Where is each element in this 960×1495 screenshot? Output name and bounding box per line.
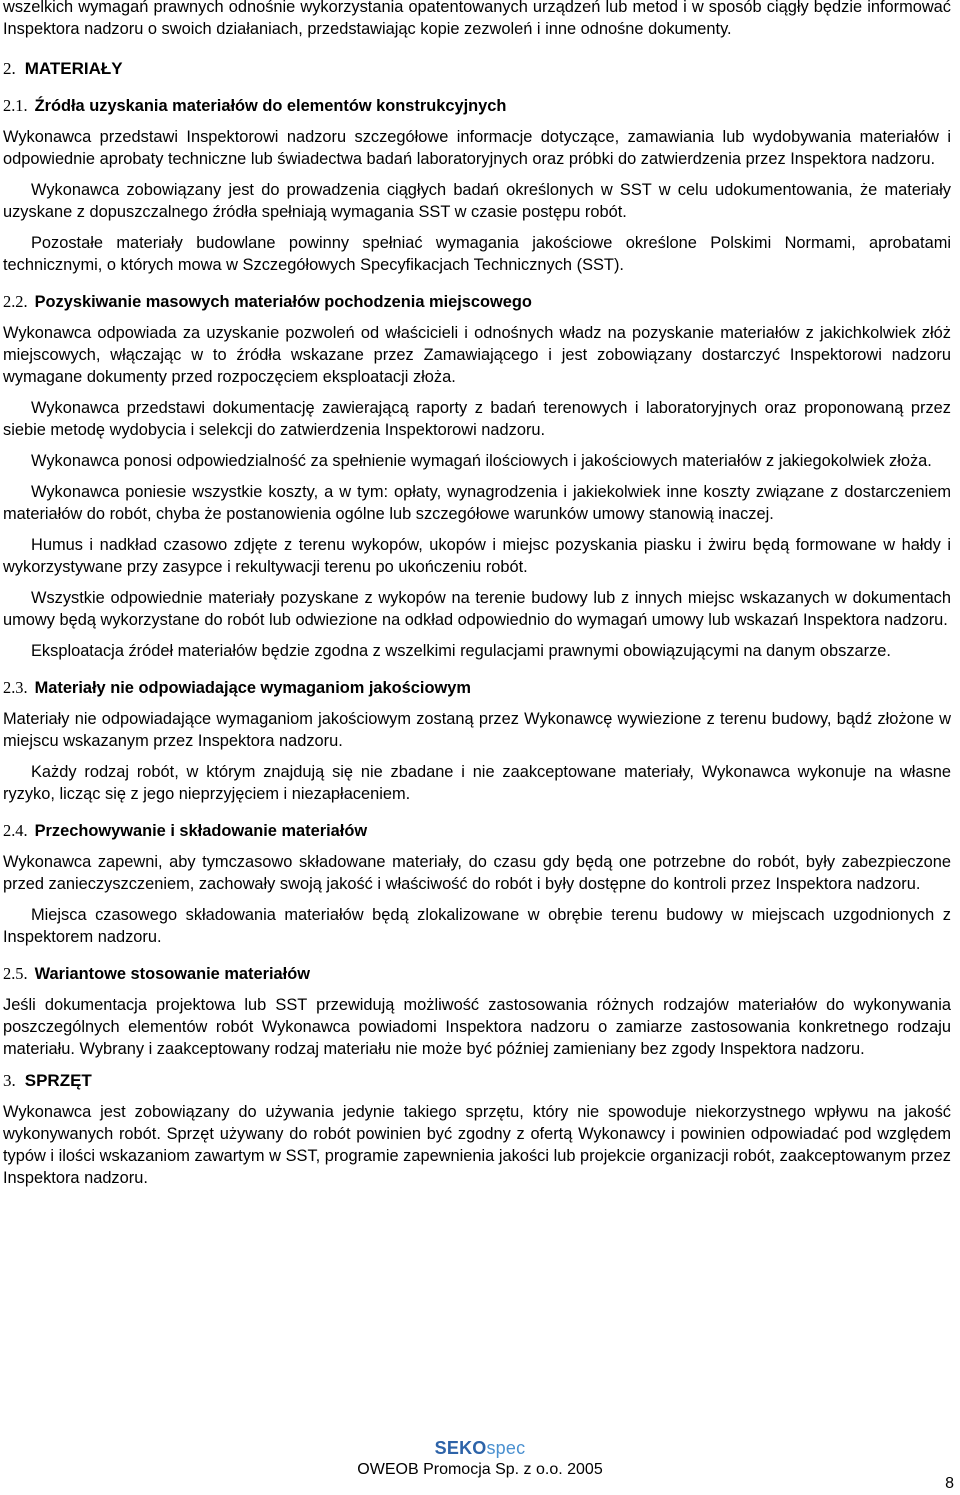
section-number: 3. bbox=[3, 1071, 16, 1090]
paragraph: Wykonawca jest zobowiązany do używania jedynie takiego sprzętu, który nie spowoduje niekorzystnego wpływu na jakość wykonywanych robót. Sprzęt używany do robót powinien być zgodny z ofertą Wykonawcy i powinien odpowiadać pod względem typów i ilości wskazaniom zawartym w SST, programie zapewnienia jakości lub projekcie organizacji robót, zaakceptowanym przez Inspektora nadzoru. bbox=[3, 1103, 951, 1187]
page-number: 8 bbox=[945, 1475, 954, 1492]
logo-part-spec: spec bbox=[486, 1438, 526, 1458]
section-number: 2.2. bbox=[3, 292, 28, 311]
sekospec-logo bbox=[0, 1437, 960, 1459]
section-heading-2-4 bbox=[3, 820, 951, 842]
paragraph: Eksploatacja źródeł materiałów będzie zgodna z wszelkimi regulacjami prawnymi obowiązującymi na danym obszarze. bbox=[31, 642, 891, 660]
paragraph: Pozostałe materiały budowlane powinny spełniać wymagania jakościowe określone Polskimi Normami, aprobatami technicznymi, o których mowa w Szczegółowych Specyfikacjach Technicznych (SST). bbox=[3, 234, 951, 274]
footer-company-text: OWEOB Promocja Sp. z o.o. 2005 bbox=[357, 1461, 603, 1478]
paragraph: Każdy rodzaj robót, w którym znajdują się nie zbadane i nie zaakceptowane materiały, Wykonawca wykonuje na własne ryzyko, licząc się z jego nieprzyjęciem i niezapłaceniem. bbox=[3, 763, 951, 803]
section-title: MATERIAŁY bbox=[24, 59, 123, 78]
section-title: Źródła uzyskania materiałów do elementów konstrukcyjnych bbox=[34, 97, 507, 115]
section-number: 2.1. bbox=[3, 96, 28, 115]
section-heading-2-1 bbox=[3, 95, 951, 117]
paragraph: Wykonawca przedstawi dokumentację zawierającą raporty z badań terenowych i laboratoryjnych oraz proponowaną przez siebie metodę wydobycia i selekcji do zatwierdzenia Inspektorowi nadzoru. bbox=[3, 399, 951, 439]
paragraph: Humus i nadkład czasowo zdjęte z terenu wykopów, ukopów i miejsc pozyskania piasku i żwiru będą formowane w hałdy i wykorzystywane przy zasypce i rekultywacji terenu po ukończeniu robót. bbox=[3, 536, 951, 576]
logo-part-seko: SEKO bbox=[434, 1438, 487, 1458]
paragraph: Wykonawca ponosi odpowiedzialność za spełnienie wymagań ilościowych i jakościowych materiałów z jakiegokolwiek złoża. bbox=[31, 452, 932, 470]
section-title: Wariantowe stosowanie materiałów bbox=[34, 965, 310, 983]
paragraph: Materiały nie odpowiadające wymaganiom jakościowym zostaną przez Wykonawcę wywiezione z terenu budowy, bądź złożone w miejscu wskazanym przez Inspektora nadzoru. bbox=[3, 710, 951, 750]
section-heading-2-5 bbox=[3, 963, 951, 985]
section-number: 2. bbox=[3, 59, 16, 78]
section-title: Pozyskiwanie masowych materiałów pochodzenia miejscowego bbox=[34, 293, 532, 311]
document-body bbox=[3, 0, 951, 1198]
section-heading-3 bbox=[3, 1070, 951, 1092]
paragraph: Jeśli dokumentacja projektowa lub SST przewidują możliwość zastosowania różnych rodzajów materiałów do wykonywania poszczególnych elementów robót Wykonawca powiadomi Inspektora nadzoru o zamiarze zastosowania konkretnego rodzaju materiału. Wybrany i zaakceptowany rodzaj materiału nie może być później zamieniany bez zgody Inspektora nadzoru. bbox=[3, 996, 951, 1058]
section-number: 2.4. bbox=[3, 821, 28, 840]
section-title: Przechowywanie i składowanie materiałów bbox=[34, 822, 368, 840]
paragraph: Wszystkie odpowiednie materiały pozyskane z wykopów na terenie budowy lub z innych miejsc wskazanych w dokumentach umowy będą wykorzystane do robót lub odwiezione na odkład odpowiednio do wymagań umowy lub wskazań Inspektora nadzoru. bbox=[3, 589, 951, 629]
page-footer bbox=[0, 1437, 960, 1481]
section-heading-2 bbox=[3, 58, 951, 80]
paragraph: Miejsca czasowego składowania materiałów będą zlokalizowane w obrębie terenu budowy w miejscach uzgodnionych z Inspektorem nadzoru. bbox=[3, 906, 951, 946]
section-heading-2-2 bbox=[3, 291, 951, 313]
section-title: Materiały nie odpowiadające wymaganiom jakościowym bbox=[34, 679, 471, 697]
section-number: 2.5. bbox=[3, 964, 28, 983]
section-number: 2.3. bbox=[3, 678, 28, 697]
section-title: SPRZĘT bbox=[24, 1071, 92, 1090]
paragraph: Wykonawca zapewni, aby tymczasowo składowane materiały, do czasu gdy będą one potrzebne do robót, były zabezpieczone przed zanieczyszczeniem, zachowały swoją jakość i właściwość do robót i były dostępne do kontroli przez Inspektora nadzoru. bbox=[3, 853, 951, 893]
paragraph: Wykonawca zobowiązany jest do prowadzenia ciągłych badań określonych w SST w celu udokumentowania, że materiały uzyskane z dopuszczalnego źródła spełniają wymagania SST w czasie postępu robót. bbox=[3, 181, 951, 221]
paragraph: Wykonawca przedstawi Inspektorowi nadzoru szczegółowe informacje dotyczące, zamawiania lub wydobywania materiałów i odpowiednie aprobaty techniczne lub świadectwa badań laboratoryjnych oraz próbki do zatwierdzenia przez Inspektora nadzoru. bbox=[3, 128, 951, 168]
paragraph: Wykonawca odpowiada za uzyskanie pozwoleń od właścicieli i odnośnych władz na pozyskanie materiałów z jakichkolwiek złóż miejscowych, włączając w to źródła wskazane przez Zamawiającego i jest zobowiązany dostarczyć Inspektorowi nadzoru wymagane dokumenty przed rozpoczęciem eksploatacji złoża. bbox=[3, 324, 951, 386]
paragraph: Wykonawca poniesie wszystkie koszty, a w tym: opłaty, wynagrodzenia i jakiekolwiek inne koszty związane z dostarczeniem materiałów do robót, chyba że postanowienia ogólne lub szczegółowe warunków umowy stanowią inaczej. bbox=[3, 483, 951, 523]
section-heading-2-3 bbox=[3, 677, 951, 699]
paragraph-intro: wszelkich wymagań prawnych odnośnie wykorzystania opatentowanych urządzeń lub metod i w sposób ciągły będzie informować Inspektora nadzoru o swoich działaniach, przedstawiając kopie zezwoleń i inne odnośne dokumenty. bbox=[3, 0, 951, 38]
